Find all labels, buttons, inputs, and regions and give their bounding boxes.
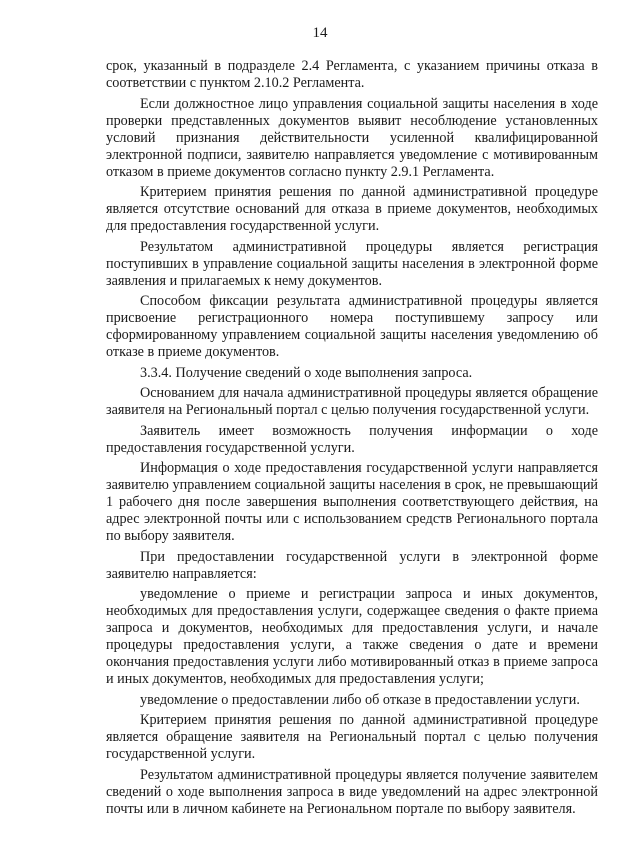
- paragraph: Результатом административной процедуры является получение заявителем сведений о ходе выполнения запроса в виде уведомлений на адрес электронной почты или в личном кабинете на Региональном портале по выбору заявителя.: [106, 766, 598, 817]
- paragraph: Способом фиксации результата административной процедуры является присвоение регистрационного номера поступившему запросу или сформированному управлением социальной защиты населения уведомлению об отказе в приеме документов.: [106, 293, 598, 360]
- paragraph: Основанием для начала административной процедуры является обращение заявителя на Региональный портал с целью получения государственной услуги.: [106, 385, 598, 418]
- page-number: 14: [312, 25, 328, 41]
- paragraph: Информация о ходе предоставления государственной услуги направляется заявителю управлением социальной защиты населения в срок, не превышающий 1 рабочего дня после завершения выполнения соответствующего действия, на адрес электронной почты или с использованием средств Регионального портала по выбору заявителя.: [106, 460, 598, 544]
- paragraph: Если должностное лицо управления социальной защиты населения в ходе проверки представленных документов выявит несоблюдение установленных условий признания действительности усиленной квалифицированной электронной подписи, заявителю направляется уведомление с мотивированным отказом в приеме документов согласно пункту 2.9.1 Регламента.: [106, 95, 598, 180]
- list-item: уведомление о предоставлении либо об отказе в предоставлении услуги.: [140, 691, 580, 708]
- paragraph: Результатом административной процедуры является регистрация поступивших в управление социальной защиты населения в электронной форме заявления и прилагаемых к нему документов.: [106, 238, 598, 289]
- paragraph: Заявитель имеет возможность получения информации о ходе предоставления государственной услуги.: [106, 422, 598, 456]
- paragraph: Критерием принятия решения по данной административной процедуре является отсутствие оснований для отказа в приеме документов, необходимых для предоставления государственной услуги.: [106, 184, 598, 234]
- paragraph: Критерием принятия решения по данной административной процедуре является обращение заявителя на Региональный портал с целью получения государственной услуги.: [106, 712, 598, 762]
- section-heading: 3.3.4. Получение сведений о ходе выполнения запроса.: [140, 364, 473, 381]
- paragraph: При предоставлении государственной услуги в электронной форме заявителю направляется:: [106, 548, 598, 582]
- paragraph: срок, указанный в подразделе 2.4 Регламента, с указанием причины отказа в соответствии с пунктом 2.10.2 Регламента.: [106, 58, 598, 91]
- document-body: [106, 58, 598, 821]
- list-item: уведомление о приеме и регистрации запроса и иных документов, необходимых для предоставления услуги, содержащее сведения о факте приема запроса и документов, необходимых для предоставления услуги, и начале процедуры предоставления услуги, а также сведения о дате и времени окончания предоставления услуги либо мотивированный отказ в приеме запроса и иных документов, необходимых для предоставления услуги;: [106, 586, 598, 687]
